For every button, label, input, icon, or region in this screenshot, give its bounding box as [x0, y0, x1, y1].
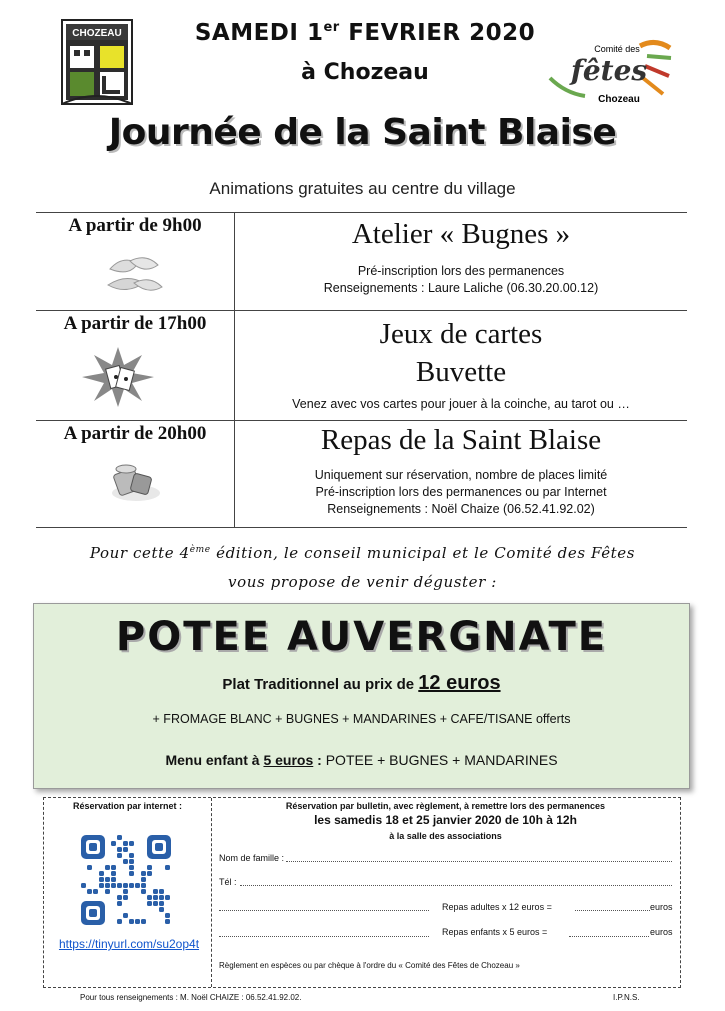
- schedule-time: A partir de 9h00: [68, 215, 202, 236]
- activity-detail: Pré-inscription lors des permanences ou par Internet: [315, 485, 607, 499]
- event-place: à Chozeau: [301, 60, 429, 85]
- activity-detail: Renseignements : Noël Chaize (06.52.41.92.02): [327, 502, 595, 516]
- activity-title: Buvette: [415, 356, 507, 388]
- page-title: Journée de la Saint Blaise: [108, 112, 617, 153]
- page-subtitle: Animations gratuites au centre du village: [209, 179, 516, 198]
- kids-menu: Menu enfant à 5 euros : POTEE + BUGNES + MANDARINES: [165, 752, 558, 768]
- adult-total-field[interactable]: [575, 910, 650, 911]
- logo-comite-text: Comité des: [594, 44, 640, 54]
- adult-name-field[interactable]: [219, 910, 429, 911]
- activity-detail: Pré-inscription lors des permanences: [357, 264, 565, 278]
- schedule-row: [36, 420, 687, 528]
- schedule-time: A partir de 17h00: [63, 313, 207, 334]
- activity-detail: Venez avec vos cartes pour jouer à la coinche, au tarot ou …: [292, 397, 630, 411]
- chozeau-logo: [58, 18, 136, 106]
- logo-fetes-text: fêtes: [570, 54, 648, 87]
- activity-title: Atelier « Bugnes »: [351, 218, 571, 250]
- adult-meals-label: Repas adultes x 12 euros =: [442, 902, 552, 912]
- menu-box: [33, 603, 690, 789]
- reservation-form: [43, 797, 681, 988]
- playing-cards-icon: [80, 345, 156, 414]
- payment-note: Règlement en espèces ou par chèque à l'ordre du « Comité des Fêtes de Chozeau »: [219, 961, 520, 970]
- dish-price: 12 euros: [418, 672, 501, 694]
- kids-price: 5 euros: [263, 752, 314, 768]
- schedule-row: [36, 212, 687, 311]
- qr-code: [81, 835, 171, 925]
- schedule-row: [36, 310, 687, 421]
- internet-label: Réservation par internet :: [72, 801, 183, 811]
- child-total-field[interactable]: [569, 936, 649, 937]
- event-date: SAMEDI 1er FEVRIER 2020: [194, 20, 536, 46]
- invitation-line-2: vous propose de venir déguster :: [228, 573, 497, 591]
- euros-unit: euros: [650, 927, 673, 937]
- phone-field[interactable]: [240, 885, 672, 886]
- activity-title: Repas de la Saint Blaise: [320, 424, 602, 456]
- euros-unit: euros: [650, 902, 673, 912]
- phone-label: Tél :: [219, 877, 237, 887]
- logo-chozeau-text: Chozeau: [598, 94, 640, 105]
- bulletin-label: Réservation par bulletin, avec règlement, à remettre lors des permanences: [285, 801, 606, 811]
- invitation-line-1: Pour cette 4ème édition, le conseil municipal et le Comité des Fêtes: [89, 544, 636, 562]
- reservation-link[interactable]: https://tinyurl.com/su2op4t: [58, 937, 200, 951]
- activity-detail: Renseignements : Laure Laliche (06.30.20.00.12): [323, 281, 599, 295]
- schedule-time: A partir de 20h00: [63, 423, 207, 444]
- footer-contact: Pour tous renseignements : M. Noël CHAIZE : 06.52.41.92.02.: [80, 993, 302, 1002]
- schedule-table: [36, 212, 687, 528]
- footer-ipns: I.P.N.S.: [613, 993, 640, 1002]
- activity-detail: Uniquement sur réservation, nombre de places limité: [314, 468, 608, 482]
- child-name-field[interactable]: [219, 936, 429, 937]
- dish-name: POTEE AUVERGNATE: [115, 614, 608, 660]
- permanence-dates: les samedis 18 et 25 janvier 2020 de 10h à 12h: [314, 813, 577, 827]
- bugnes-pastry-icon: [104, 253, 164, 302]
- logo-text: CHOZEAU: [72, 28, 122, 39]
- price-line: Plat Traditionnel au prix de 12 euros: [222, 672, 501, 694]
- activity-title: Jeux de cartes: [379, 318, 543, 350]
- child-meals-label: Repas enfants x 5 euros =: [442, 927, 548, 937]
- name-field[interactable]: [286, 861, 672, 862]
- name-label: Nom de famille :: [219, 853, 285, 863]
- cooking-pot-icon: [106, 457, 162, 510]
- permanence-location: à la salle des associations: [389, 831, 502, 841]
- menu-extras: + FROMAGE BLANC + BUGNES + MANDARINES + CAFE/TISANE offerts: [152, 712, 571, 726]
